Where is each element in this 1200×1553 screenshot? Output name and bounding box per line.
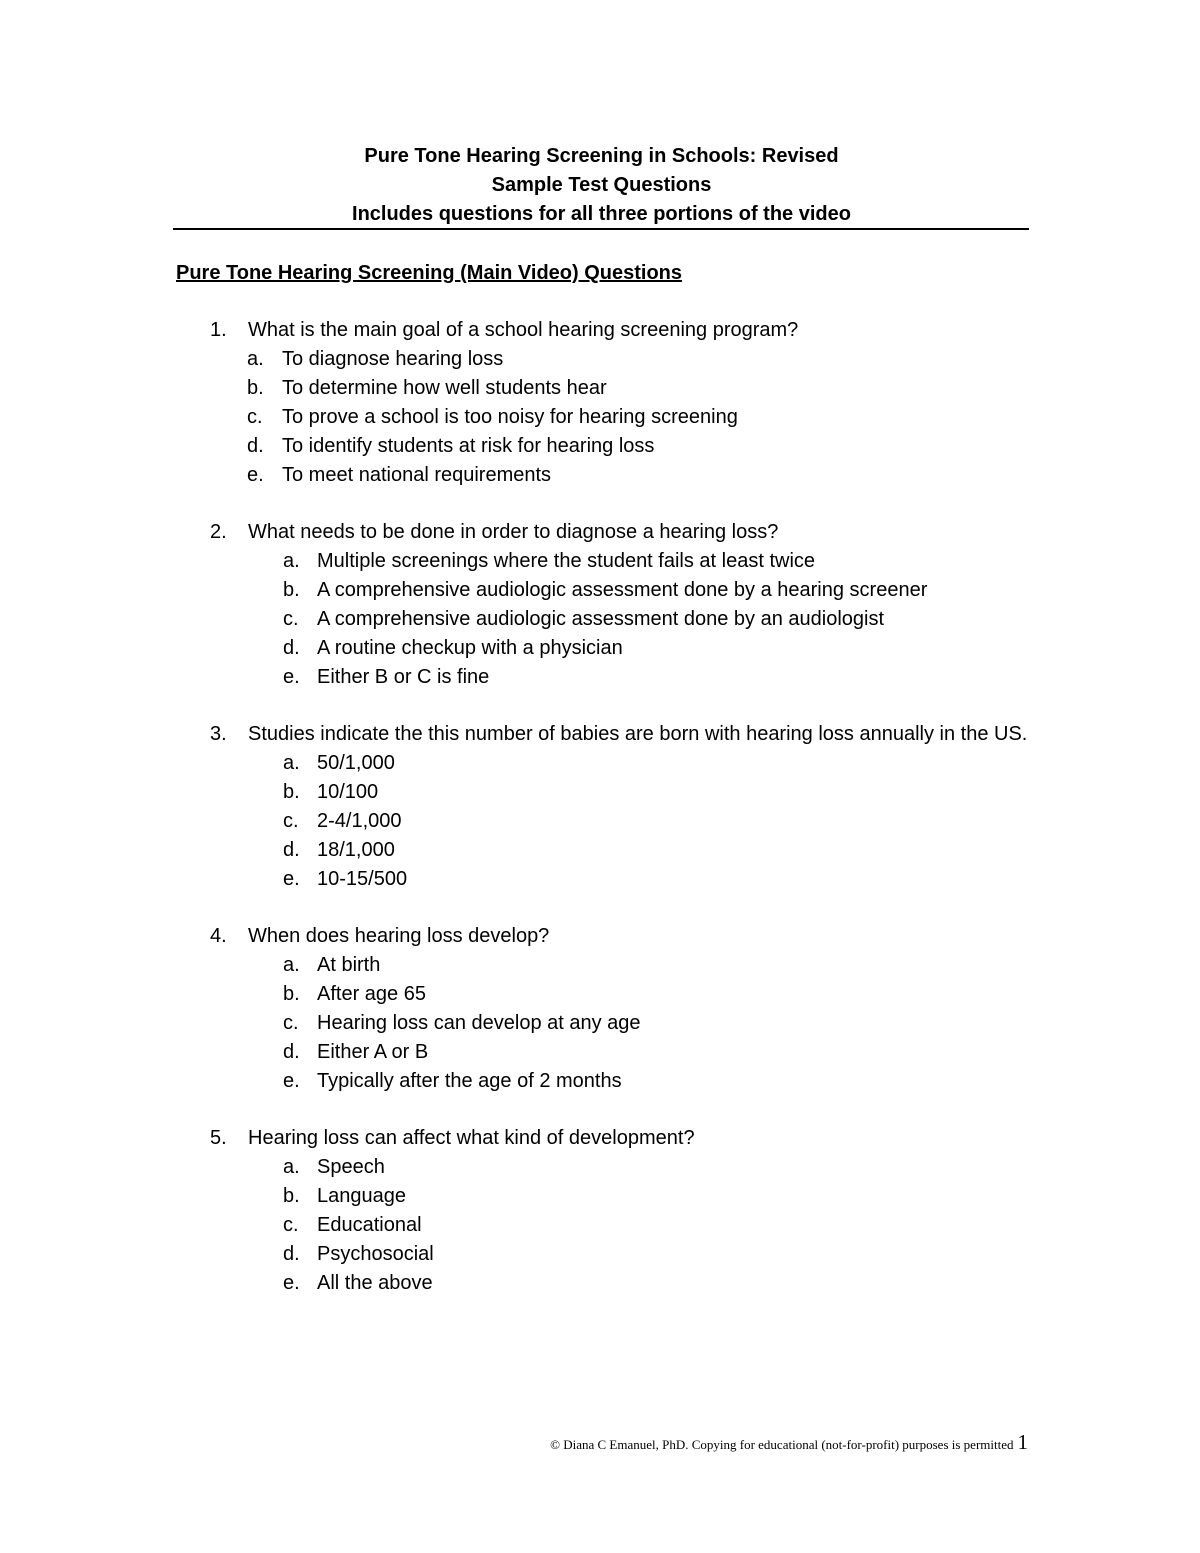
option-letter: d. [283, 637, 300, 659]
option-letter: d. [247, 435, 264, 457]
question-text: What is the main goal of a school hearing screening program? [248, 319, 799, 341]
page-number: 1 [1017, 1430, 1028, 1454]
page-footer [550, 1430, 1028, 1455]
copyright-notice: © Diana C Emanuel, PhD. Copying for educational (not-for-profit) purposes is permitted [550, 1437, 1014, 1452]
answer-option [176, 374, 1028, 403]
option-letter: a. [283, 954, 300, 976]
answer-options [176, 547, 1028, 692]
question-stem [176, 720, 1028, 749]
answer-option [176, 1211, 1028, 1240]
answer-option [176, 951, 1028, 980]
option-text: All the above [317, 1272, 433, 1294]
option-letter: c. [283, 1012, 299, 1034]
answer-option [176, 1067, 1028, 1096]
document-header [175, 142, 1028, 229]
option-letter: e. [247, 464, 264, 486]
option-text: To identify students at risk for hearing loss [282, 435, 655, 457]
answer-option [176, 576, 1028, 605]
answer-option [176, 836, 1028, 865]
answer-option [176, 749, 1028, 778]
document-subtitle: Sample Test Questions [491, 174, 712, 196]
question-number: 4. [210, 925, 227, 947]
question-stem [176, 316, 1028, 345]
document-description: Includes questions for all three portions of the video [352, 203, 851, 225]
answer-option [176, 1240, 1028, 1269]
option-letter: c. [283, 1214, 299, 1236]
question-text: Hearing loss can affect what kind of development? [248, 1127, 695, 1149]
question-stem [176, 922, 1028, 951]
question-1 [176, 316, 1028, 490]
document-title: Pure Tone Hearing Screening in Schools: Revised [364, 145, 839, 167]
option-letter: a. [283, 752, 300, 774]
option-letter: a. [283, 1156, 300, 1178]
option-text: Hearing loss can develop at any age [317, 1012, 641, 1034]
answer-option [176, 807, 1028, 836]
answer-options [176, 345, 1028, 490]
answer-option [176, 605, 1028, 634]
question-number: 1. [210, 319, 227, 341]
option-text: Psychosocial [317, 1243, 434, 1265]
answer-option [176, 1038, 1028, 1067]
option-letter: c. [283, 810, 299, 832]
question-2 [176, 518, 1028, 692]
question-text: Studies indicate the this number of babies are born with hearing loss annually in the US. [248, 723, 1028, 745]
option-text: Typically after the age of 2 months [317, 1070, 622, 1092]
option-letter: e. [283, 868, 300, 890]
option-letter: e. [283, 1272, 300, 1294]
option-text: Speech [317, 1156, 385, 1178]
option-letter: a. [283, 550, 300, 572]
option-text: 10/100 [317, 781, 379, 803]
option-letter: d. [283, 839, 300, 861]
answer-option [176, 432, 1028, 461]
option-text: 10-15/500 [317, 868, 408, 890]
option-letter: b. [283, 781, 300, 803]
option-text: Multiple screenings where the student fails at least twice [317, 550, 816, 572]
question-5 [176, 1124, 1028, 1298]
answer-options [176, 749, 1028, 894]
answer-option [176, 634, 1028, 663]
option-text: 50/1,000 [317, 752, 395, 774]
option-text: A comprehensive audiologic assessment done by an audiologist [317, 608, 885, 630]
answer-option [176, 1153, 1028, 1182]
option-letter: b. [247, 377, 264, 399]
answer-options [176, 951, 1028, 1096]
option-letter: c. [247, 406, 263, 428]
option-letter: b. [283, 1185, 300, 1207]
option-letter: b. [283, 579, 300, 601]
answer-option [176, 461, 1028, 490]
question-text: When does hearing loss develop? [248, 925, 550, 947]
option-letter: c. [283, 608, 299, 630]
option-text: To diagnose hearing loss [282, 348, 504, 370]
question-stem [176, 1124, 1028, 1153]
answer-option [176, 403, 1028, 432]
option-letter: e. [283, 1070, 300, 1092]
option-text: To prove a school is too noisy for hearing screening [282, 406, 738, 428]
answer-option [176, 547, 1028, 576]
option-letter: d. [283, 1243, 300, 1265]
question-number: 5. [210, 1127, 227, 1149]
question-text: What needs to be done in order to diagnose a hearing loss? [248, 521, 779, 543]
answer-options [176, 1153, 1028, 1298]
header-divider [173, 228, 1029, 230]
option-letter: e. [283, 666, 300, 688]
option-text: Either A or B [317, 1041, 429, 1063]
option-letter: d. [283, 1041, 300, 1063]
question-list [176, 316, 1028, 1326]
option-text: At birth [317, 954, 381, 976]
answer-option [176, 1269, 1028, 1298]
option-text: To determine how well students hear [282, 377, 607, 399]
answer-option [176, 345, 1028, 374]
answer-option [176, 865, 1028, 894]
option-text: 18/1,000 [317, 839, 395, 861]
answer-option [176, 663, 1028, 692]
question-number: 3. [210, 723, 227, 745]
answer-option [176, 980, 1028, 1009]
answer-option [176, 1009, 1028, 1038]
option-letter: a. [247, 348, 264, 370]
option-text: Either B or C is fine [317, 666, 490, 688]
question-stem [176, 518, 1028, 547]
option-letter: b. [283, 983, 300, 1005]
question-number: 2. [210, 521, 227, 543]
question-3 [176, 720, 1028, 894]
option-text: Language [317, 1185, 406, 1207]
question-4 [176, 922, 1028, 1096]
option-text: A routine checkup with a physician [317, 637, 623, 659]
option-text: 2-4/1,000 [317, 810, 402, 832]
section-title: Pure Tone Hearing Screening (Main Video) Questions [176, 262, 683, 284]
answer-option [176, 778, 1028, 807]
option-text: Educational [317, 1214, 422, 1236]
answer-option [176, 1182, 1028, 1211]
option-text: To meet national requirements [282, 464, 552, 486]
option-text: After age 65 [317, 983, 426, 1005]
option-text: A comprehensive audiologic assessment done by a hearing screener [317, 579, 928, 601]
